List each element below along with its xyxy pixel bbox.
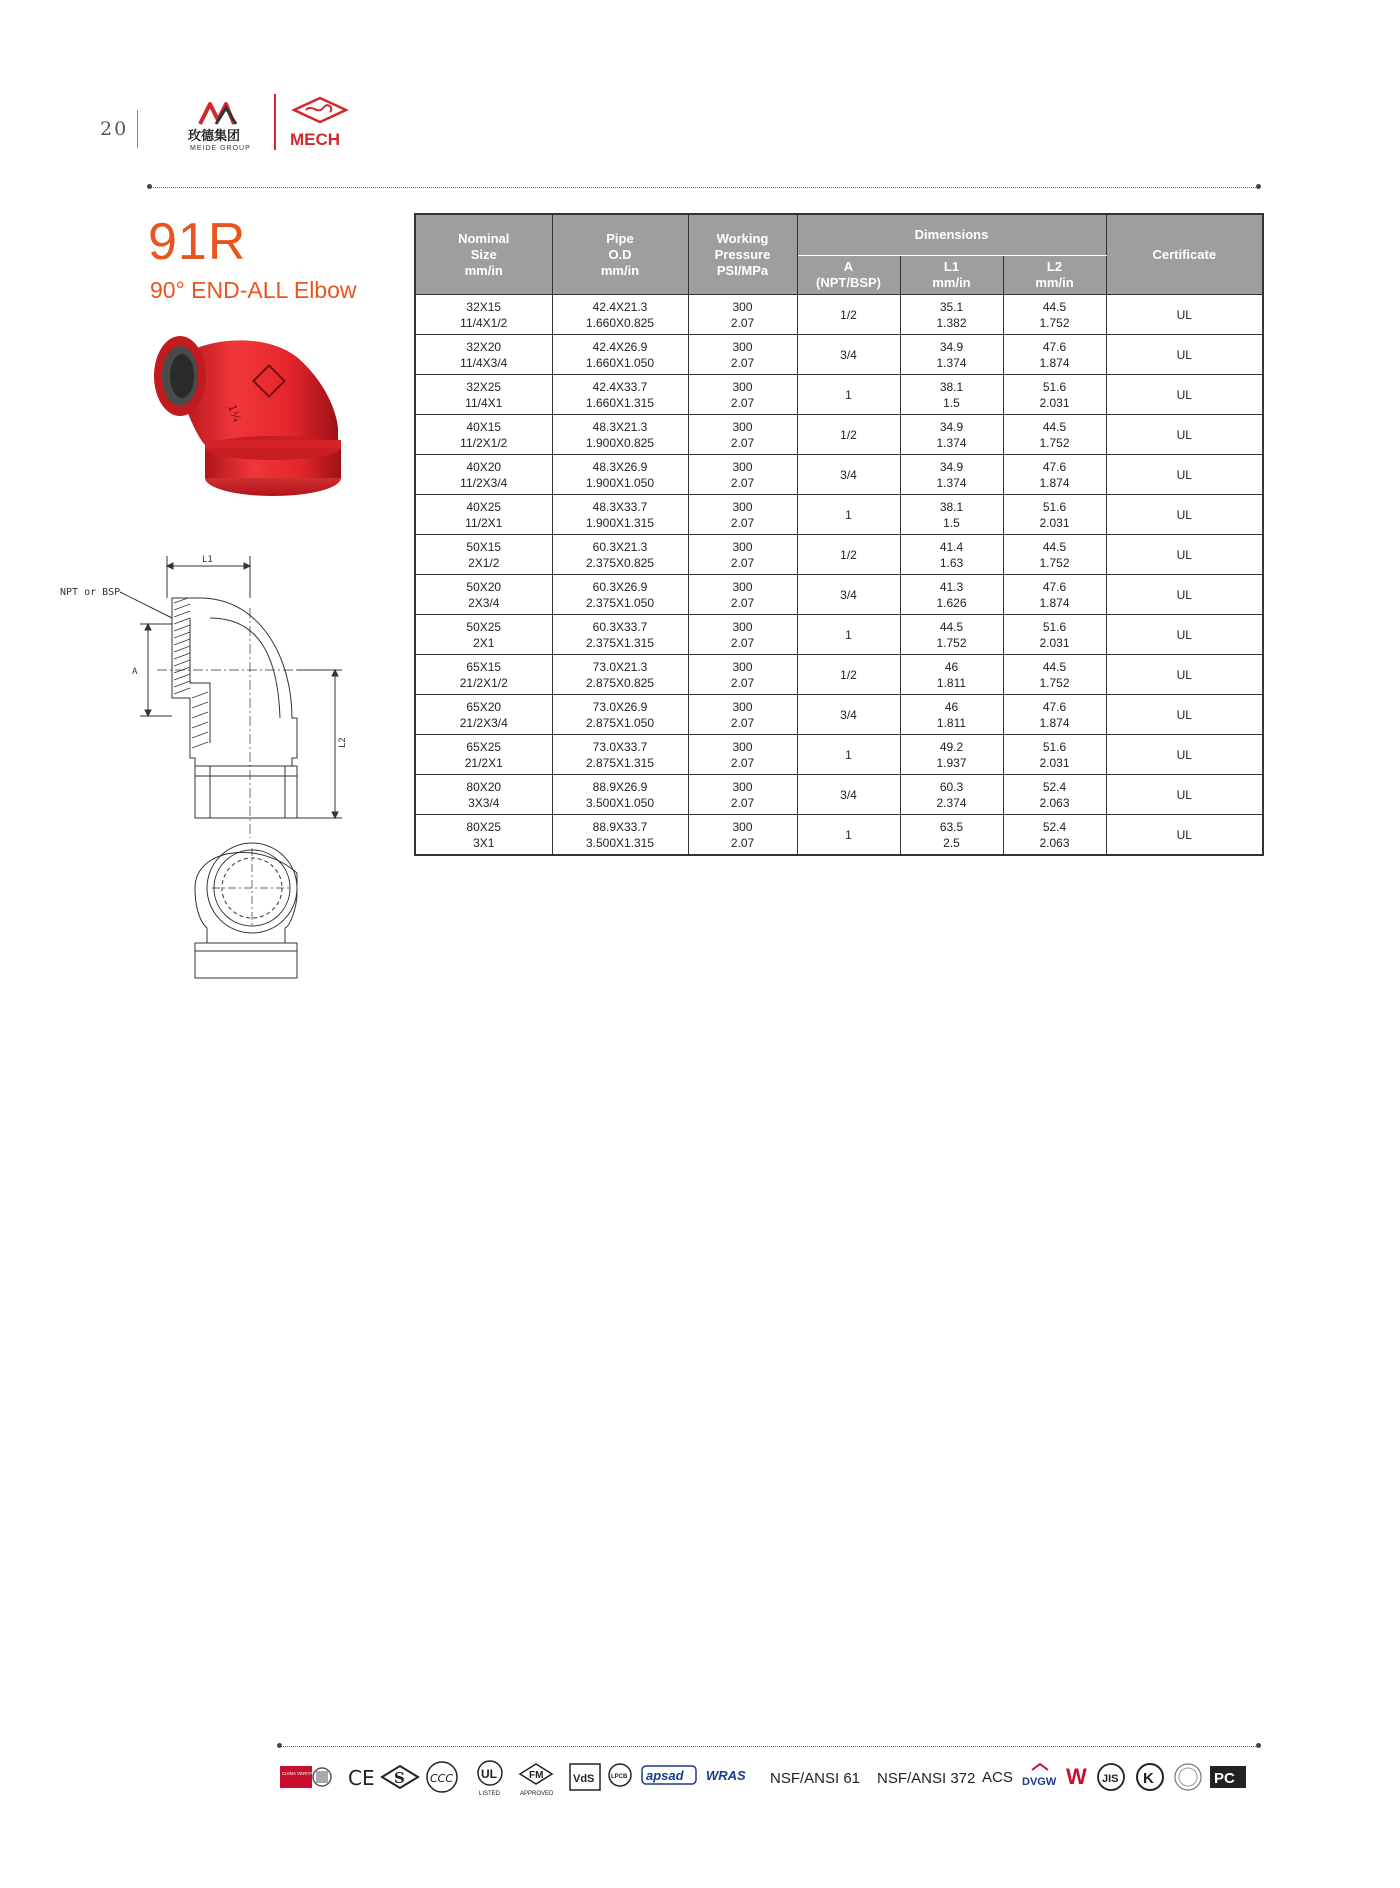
lpcb-mark: [609, 1764, 631, 1786]
cell-l1: 38.1 1.5: [900, 375, 1003, 415]
cell-nominal-size: 50X25 2X1: [415, 615, 552, 655]
svg-text:W: W: [1066, 1764, 1087, 1789]
specification-table: [414, 213, 1264, 856]
cell-l2: 51.6 2.031: [1003, 375, 1106, 415]
table-body: [415, 295, 1263, 856]
cell-l2: 52.4 2.063: [1003, 775, 1106, 815]
s-mark: [382, 1766, 418, 1788]
cell-l1: 41.3 1.626: [900, 575, 1003, 615]
cell-working-pressure: 300 2.07: [688, 495, 797, 535]
table-row: [415, 655, 1263, 695]
table-row: [415, 375, 1263, 415]
cell-l2: 47.6 1.874: [1003, 695, 1106, 735]
table-row: [415, 575, 1263, 615]
apsad-mark: [642, 1766, 696, 1784]
cell-nominal-size: 40X25 11/2X1: [415, 495, 552, 535]
cell-working-pressure: 300 2.07: [688, 615, 797, 655]
cell-pipe-od: 48.3X21.3 1.900X0.825: [552, 415, 688, 455]
cell-l1: 34.9 1.374: [900, 455, 1003, 495]
cell-a-thread: 3/4: [797, 695, 900, 735]
table-row: [415, 335, 1263, 375]
product-photo: [148, 328, 366, 508]
cell-a-thread: 3/4: [797, 775, 900, 815]
cell-certificate: UL: [1106, 815, 1263, 856]
svg-text:UL: UL: [481, 1767, 497, 1781]
svg-text:CCC: CCC: [430, 1772, 454, 1785]
cell-l1: 38.1 1.5: [900, 495, 1003, 535]
table-row: [415, 535, 1263, 575]
svg-text:FM: FM: [529, 1770, 544, 1781]
cell-l1: 60.3 2.374: [900, 775, 1003, 815]
svg-text:DVGW: DVGW: [1022, 1776, 1057, 1788]
cell-l1: 34.9 1.374: [900, 335, 1003, 375]
cell-nominal-size: 65X15 21/2X1/2: [415, 655, 552, 695]
cell-certificate: UL: [1106, 535, 1263, 575]
svg-text:apsad: apsad: [646, 1768, 684, 1783]
cell-pipe-od: 48.3X33.7 1.900X1.315: [552, 495, 688, 535]
header-l2: L2 mm/in: [1003, 256, 1106, 295]
svg-text:LISTED: LISTED: [479, 1791, 501, 1797]
cell-nominal-size: 32X25 11/4X1: [415, 375, 552, 415]
cell-certificate: UL: [1106, 415, 1263, 455]
cell-l1: 44.5 1.752: [900, 615, 1003, 655]
cell-l2: 44.5 1.752: [1003, 415, 1106, 455]
svg-text:LPCB: LPCB: [611, 1774, 628, 1780]
svg-text:ACS: ACS: [982, 1769, 1013, 1786]
cell-certificate: UL: [1106, 735, 1263, 775]
brand-cn-text: 玫德集团: [188, 129, 241, 144]
cell-l1: 49.2 1.937: [900, 735, 1003, 775]
certification-logos: [280, 1758, 1270, 1798]
brand-mech-text: MECH: [290, 130, 341, 149]
svg-text:PC: PC: [1214, 1770, 1235, 1787]
header-nominal-size: Nominal Size mm/in: [415, 214, 552, 295]
cell-a-thread: 3/4: [797, 575, 900, 615]
cell-pipe-od: 42.4X26.9 1.660X1.050: [552, 335, 688, 375]
table-row: [415, 615, 1263, 655]
drawing-thread-label: NPT or BSP: [60, 587, 121, 598]
cell-nominal-size: 50X15 2X1/2: [415, 535, 552, 575]
table-row: [415, 415, 1263, 455]
cell-a-thread: 3/4: [797, 335, 900, 375]
cell-a-thread: 1: [797, 815, 900, 856]
table-row: [415, 775, 1263, 815]
cell-certificate: UL: [1106, 775, 1263, 815]
cell-l1: 41.4 1.63: [900, 535, 1003, 575]
cell-certificate: UL: [1106, 375, 1263, 415]
cell-pipe-od: 42.4X21.3 1.660X0.825: [552, 295, 688, 335]
cell-nominal-size: 65X25 21/2X1: [415, 735, 552, 775]
cell-l2: 51.6 2.031: [1003, 735, 1106, 775]
header-dimensions: Dimensions: [797, 214, 1106, 256]
cell-pipe-od: 73.0X33.7 2.875X1.315: [552, 735, 688, 775]
cell-working-pressure: 300 2.07: [688, 815, 797, 856]
cell-certificate: UL: [1106, 295, 1263, 335]
cell-pipe-od: 88.9X33.7 3.500X1.315: [552, 815, 688, 856]
cell-pipe-od: 60.3X21.3 2.375X0.825: [552, 535, 688, 575]
cell-working-pressure: 300 2.07: [688, 535, 797, 575]
table-row: [415, 495, 1263, 535]
cell-nominal-size: 40X15 11/2X1/2: [415, 415, 552, 455]
cell-l2: 51.6 2.031: [1003, 615, 1106, 655]
cell-a-thread: 1/2: [797, 655, 900, 695]
mech-logo: [284, 94, 356, 154]
cell-l2: 44.5 1.752: [1003, 535, 1106, 575]
cell-working-pressure: 300 2.07: [688, 295, 797, 335]
cell-certificate: UL: [1106, 495, 1263, 535]
cell-nominal-size: 80X25 3X1: [415, 815, 552, 856]
cell-a-thread: 1: [797, 495, 900, 535]
cell-pipe-od: 42.4X33.7 1.660X1.315: [552, 375, 688, 415]
cell-certificate: UL: [1106, 455, 1263, 495]
cell-pipe-od: 60.3X33.7 2.375X1.315: [552, 615, 688, 655]
cell-certificate: UL: [1106, 575, 1263, 615]
meide-group-logo: [186, 94, 266, 154]
cell-certificate: UL: [1106, 335, 1263, 375]
cell-nominal-size: 65X20 21/2X3/4: [415, 695, 552, 735]
brand-en-text: MEIDE GROUP: [190, 145, 251, 152]
table-row: [415, 815, 1263, 856]
cell-pipe-od: 88.9X26.9 3.500X1.050: [552, 775, 688, 815]
page-number: 20: [100, 118, 129, 140]
cell-l1: 35.1 1.382: [900, 295, 1003, 335]
cell-l2: 47.6 1.874: [1003, 575, 1106, 615]
nsf-372: [877, 1770, 975, 1787]
cell-l2: 47.6 1.874: [1003, 455, 1106, 495]
cell-l1: 46 1.811: [900, 655, 1003, 695]
cell-pipe-od: 73.0X26.9 2.875X1.050: [552, 695, 688, 735]
cell-a-thread: 1: [797, 735, 900, 775]
svg-text:WRAS: WRAS: [706, 1768, 746, 1783]
header-certificate: Certificate: [1106, 214, 1263, 295]
cell-l2: 51.6 2.031: [1003, 495, 1106, 535]
dvgw-mark: [1022, 1764, 1057, 1788]
ce-mark: [348, 1766, 375, 1790]
svg-text:1¼: 1¼: [225, 402, 244, 424]
ul-listed: [478, 1761, 502, 1797]
svg-text:APPROVED: APPROVED: [520, 1791, 554, 1797]
table-row: [415, 695, 1263, 735]
top-divider-rule: [150, 187, 1258, 188]
svg-text:VdS: VdS: [573, 1773, 595, 1785]
header-working-pressure: Working Pressure PSI/MPa: [688, 214, 797, 295]
svg-text:CE: CE: [348, 1766, 375, 1790]
technical-drawing: [60, 548, 370, 993]
cell-working-pressure: 300 2.07: [688, 575, 797, 615]
cell-a-thread: 1: [797, 375, 900, 415]
drawing-l2-label: L2: [338, 737, 348, 748]
cell-working-pressure: 300 2.07: [688, 735, 797, 775]
cell-working-pressure: 300 2.07: [688, 415, 797, 455]
w-mark: [1066, 1764, 1087, 1789]
svg-text:JIS: JIS: [1102, 1773, 1119, 1785]
cell-nominal-size: 32X15 11/4X1/2: [415, 295, 552, 335]
cell-nominal-size: 32X20 11/4X3/4: [415, 335, 552, 375]
header-l1: L1 mm/in: [900, 256, 1003, 295]
kc-mark: [1137, 1764, 1163, 1790]
table-row: [415, 455, 1263, 495]
cell-l2: 44.5 1.752: [1003, 655, 1106, 695]
cell-working-pressure: 300 2.07: [688, 695, 797, 735]
cell-nominal-size: 50X20 2X3/4: [415, 575, 552, 615]
header-a: A (NPT/BSP): [797, 256, 900, 295]
svg-text:NSF/ANSI 372: NSF/ANSI 372: [877, 1770, 976, 1787]
pc-mark: [1210, 1766, 1246, 1788]
cell-a-thread: 3/4: [797, 455, 900, 495]
cell-certificate: UL: [1106, 615, 1263, 655]
nsf-61: [770, 1770, 860, 1787]
cell-a-thread: 1/2: [797, 415, 900, 455]
cell-certificate: UL: [1106, 655, 1263, 695]
cell-l1: 34.9 1.374: [900, 415, 1003, 455]
cell-working-pressure: 300 2.07: [688, 375, 797, 415]
svg-text:S: S: [394, 1769, 405, 1787]
cell-l2: 47.6 1.874: [1003, 335, 1106, 375]
cell-nominal-size: 40X20 11/2X3/4: [415, 455, 552, 495]
fm-approved: [520, 1764, 554, 1797]
cell-l1: 46 1.811: [900, 695, 1003, 735]
header-pipe-od: Pipe O.D mm/in: [552, 214, 688, 295]
bottom-divider-rule: [280, 1746, 1258, 1747]
wras-mark: [706, 1768, 746, 1783]
cell-pipe-od: 60.3X26.9 2.375X1.050: [552, 575, 688, 615]
acs-mark: [982, 1769, 1013, 1786]
cell-l2: 52.4 2.063: [1003, 815, 1106, 856]
cell-a-thread: 1/2: [797, 535, 900, 575]
jis-mark: [1098, 1764, 1124, 1790]
round-seal: [1175, 1764, 1201, 1790]
svg-text:CHINA VERITAS: CHINA VERITAS: [282, 1771, 316, 1776]
table-row: [415, 295, 1263, 335]
svg-text:NSF/ANSI 61: NSF/ANSI 61: [770, 1770, 861, 1787]
product-name: 90° END-ALL Elbow: [150, 277, 357, 303]
svg-text:K: K: [1143, 1770, 1154, 1787]
cell-working-pressure: 300 2.07: [688, 335, 797, 375]
cell-working-pressure: 300 2.07: [688, 775, 797, 815]
cell-working-pressure: 300 2.07: [688, 655, 797, 695]
vds-mark: [570, 1764, 600, 1790]
cell-nominal-size: 80X20 3X3/4: [415, 775, 552, 815]
cell-working-pressure: 300 2.07: [688, 455, 797, 495]
table-row: [415, 735, 1263, 775]
header-divider: [137, 110, 138, 148]
cell-pipe-od: 73.0X21.3 2.875X0.825: [552, 655, 688, 695]
drawing-l1-label: L1: [202, 555, 213, 565]
cell-pipe-od: 48.3X26.9 1.900X1.050: [552, 455, 688, 495]
cell-l1: 63.5 2.5: [900, 815, 1003, 856]
china-veritas-badge: [280, 1766, 331, 1788]
ccc-mark: [427, 1762, 457, 1792]
cell-a-thread: 1: [797, 615, 900, 655]
cell-l2: 44.5 1.752: [1003, 295, 1106, 335]
cell-a-thread: 1/2: [797, 295, 900, 335]
drawing-a-label: A: [132, 667, 138, 677]
model-number: 91R: [148, 213, 247, 271]
logo-divider: [274, 94, 276, 150]
cell-certificate: UL: [1106, 695, 1263, 735]
